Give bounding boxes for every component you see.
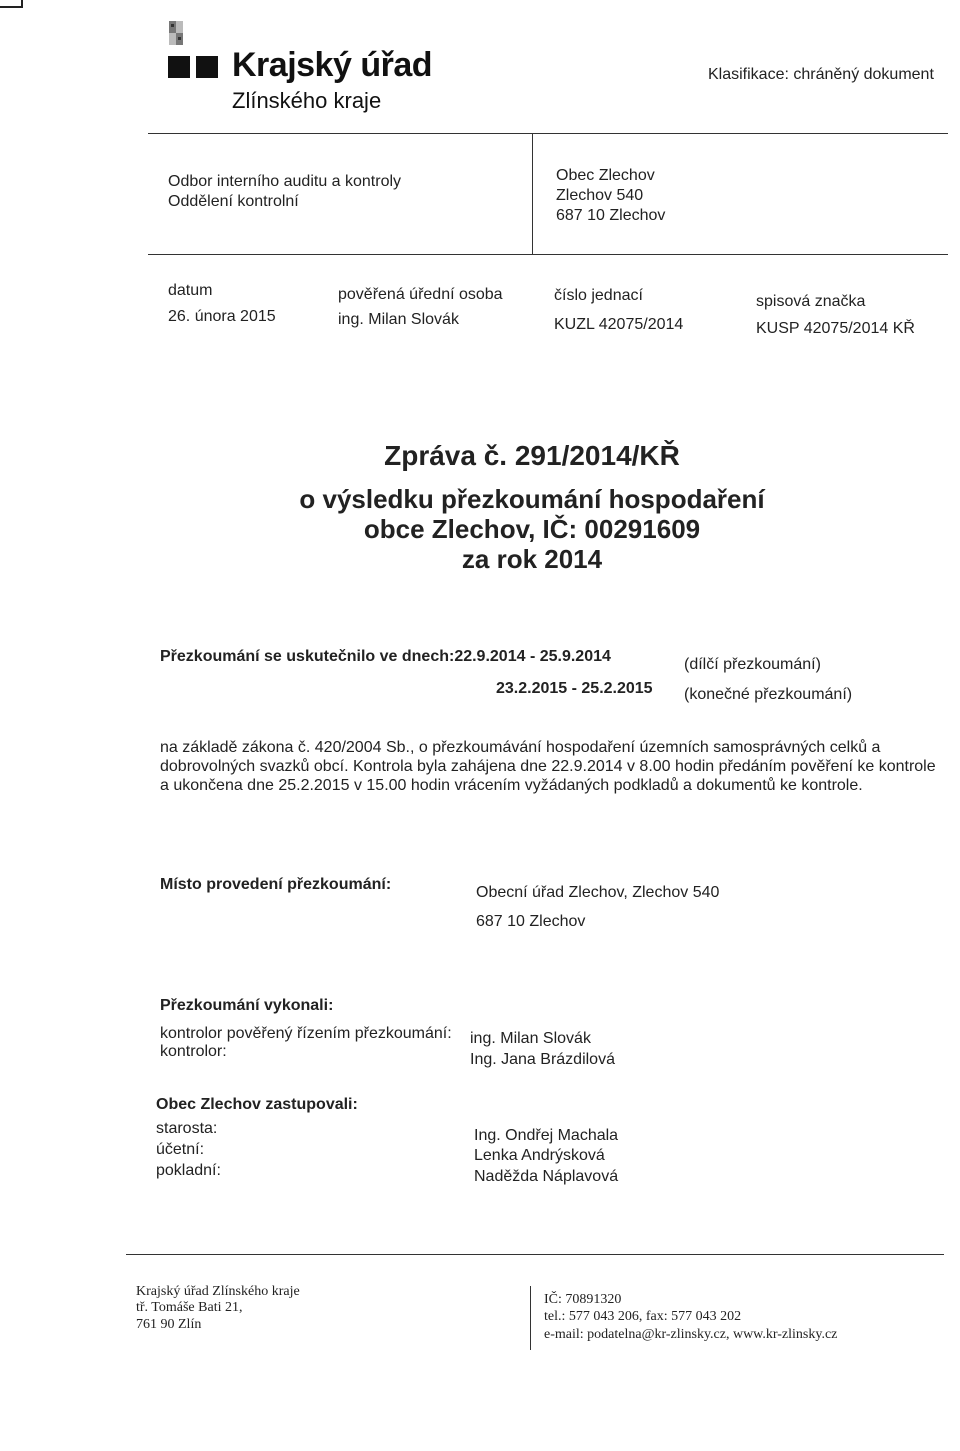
footer-city: 761 90 Zlín [136, 1317, 202, 1332]
report-year: za rok 2014 [461, 544, 603, 574]
place-line-2: 687 10 Zlechov [476, 913, 586, 930]
recipient-street: Zlechov 540 [556, 187, 644, 204]
name-mayor: Ing. Ondřej Machala [474, 1127, 619, 1144]
divider [148, 133, 948, 134]
footer-org: Krajský úřad Zlínského kraje [136, 1284, 300, 1299]
inspector-label: kontrolor: [160, 1043, 227, 1060]
footer-contact: e-mail: podatelna@kr-zlinsky.cz, www.kr-zlinsky.cz [544, 1327, 838, 1342]
legal-basis-paragraph: na základě zákona č. 420/2004 Sb., o přezkoumávání hospodaření územních samosprávných celků a dobrovolných svazků obcí. Kontrola byla zahájena dne 22.9.2014 v 8.00 hodin předáním pověření ke kontrole a ukončena dne 25.2.2015 v 15.00 hodin vrácením vyžádaných podkladů a dokumentů ke kontrole. [160, 739, 936, 794]
role-accountant: účetní: [156, 1141, 205, 1158]
review-dates-2: 23.2.2015 - 25.2.2015 [496, 680, 653, 697]
role-cashier: pokladní: [156, 1162, 221, 1179]
final-review-note: (konečné přezkoumání) [684, 686, 853, 703]
report-title: Zpráva č. 291/2014/KŘ [384, 440, 680, 471]
footer-divider [126, 1254, 944, 1255]
lead-inspector-name: ing. Milan Slovák [470, 1030, 591, 1047]
ref-label: číslo jednací [554, 287, 643, 304]
file-value: KUSP 42075/2014 KŘ [756, 320, 915, 337]
sender-dept: Odbor interního auditu a kontroly [168, 173, 402, 190]
org-region: Zlínského kraje [232, 88, 382, 113]
org-name: Krajský úřad [232, 46, 432, 84]
recipient-name: Obec Zlechov [556, 167, 655, 184]
crop-mark [0, 6, 22, 8]
name-cashier: Naděžda Náplavová [474, 1168, 619, 1185]
sender-unit: Oddělení kontrolní [168, 193, 299, 210]
inspector-name: Ing. Jana Brázdilová [470, 1051, 615, 1068]
name-accountant: Lenka Andrýsková [474, 1147, 605, 1164]
footer-street: tř. Tomáše Bati 21, [136, 1300, 243, 1315]
partial-review-note: (dílčí přezkoumání) [684, 656, 821, 673]
footer-company-id: IČ: 70891320 [544, 1292, 622, 1307]
date-value: 26. února 2015 [168, 308, 276, 325]
officer-value: ing. Milan Slovák [338, 311, 459, 328]
review-dates: Přezkoumání se uskutečnilo ve dnech:22.9.2014 - 25.9.2014 [160, 648, 611, 665]
file-label: spisová značka [756, 293, 866, 310]
coat-of-arms-icon [168, 20, 184, 46]
date-label: datum [168, 282, 213, 299]
place-line-1: Obecní úřad Zlechov, Zlechov 540 [476, 884, 720, 901]
performed-label: Přezkoumání vykonali: [160, 997, 334, 1014]
recipient-city: 687 10 Zlechov [556, 207, 666, 224]
represented-label: Obec Zlechov zastupovali: [156, 1096, 358, 1113]
ref-value: KUZL 42075/2014 [554, 316, 684, 333]
officer-label: pověřená úřední osoba [338, 286, 503, 303]
footer-divider [530, 1286, 531, 1350]
logo-square-icon [196, 56, 218, 78]
classification-label: Klasifikace: chráněný dokument [708, 66, 934, 83]
footer-phone: tel.: 577 043 206, fax: 577 043 202 [544, 1309, 742, 1324]
report-entity: obce Zlechov, IČ: 00291609 [363, 514, 701, 544]
role-mayor: starosta: [156, 1120, 218, 1137]
report-subject: o výsledku přezkoumání hospodaření [299, 484, 765, 514]
divider [532, 133, 533, 255]
lead-inspector-label: kontrolor pověřený řízením přezkoumání: [160, 1025, 452, 1042]
place-label: Místo provedení přezkoumání: [160, 876, 392, 893]
crop-mark [21, 0, 23, 8]
divider [148, 254, 948, 255]
logo-square-icon [168, 56, 190, 78]
